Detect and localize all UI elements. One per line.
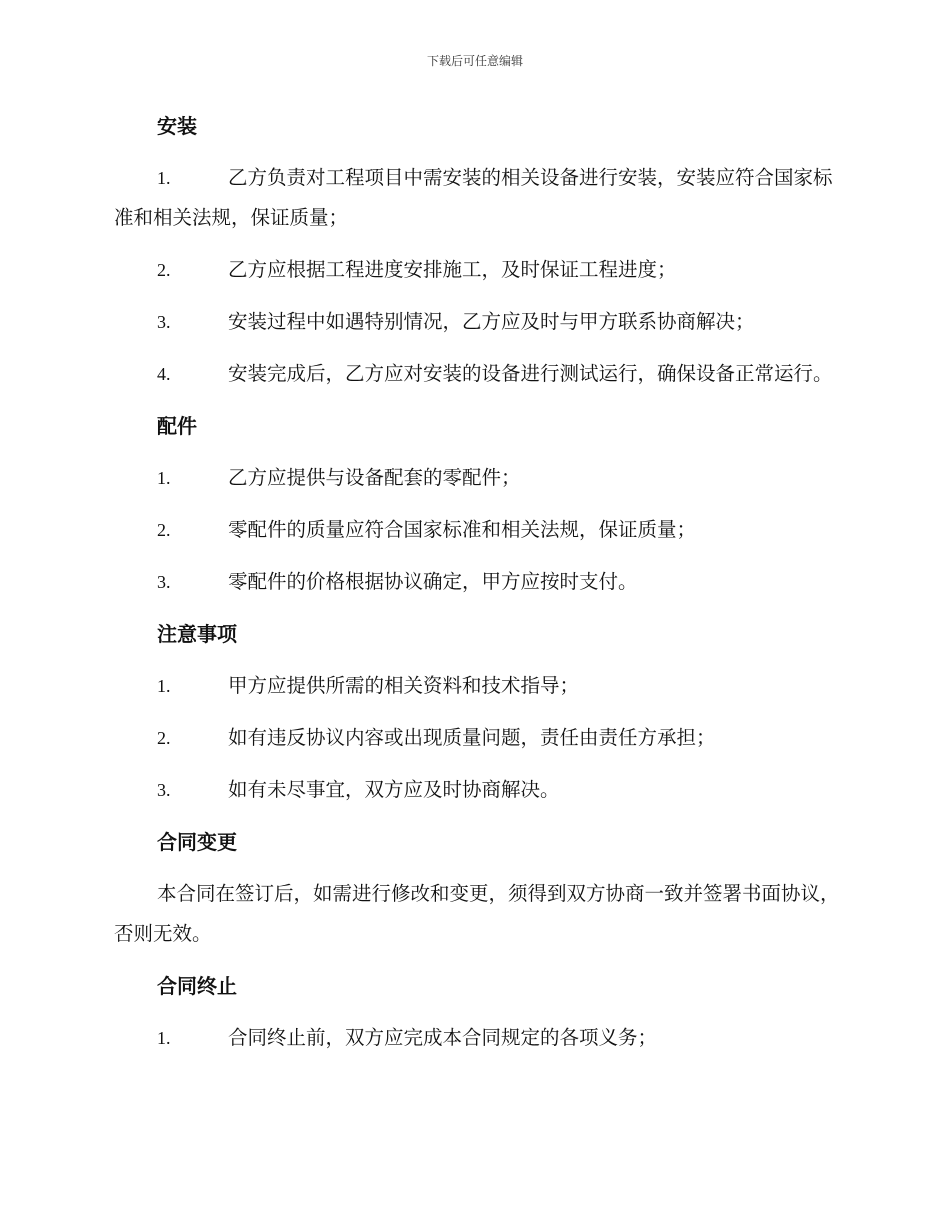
section-heading-contract-termination: 合同终止: [157, 974, 237, 998]
list-item-number: 3.: [157, 780, 171, 800]
list-item-text: 乙方负责对工程项目中需安装的相关设备进行安装，安装应符合国家标准和相关法规，保证质量；: [114, 166, 833, 229]
list-item-text: 零配件的价格根据协议确定，甲方应按时支付。: [228, 570, 638, 593]
section-paragraph: 本合同在签订后，如需进行修改和变更，须得到双方协商一致并签署书面协议，否则无效。: [114, 882, 840, 945]
list-item-text: 乙方应根据工程进度安排施工，及时保证工程进度；: [228, 258, 677, 281]
list-item-text: 如有违反协议内容或出现质量问题，责任由责任方承担；: [228, 726, 716, 749]
list-item: [114, 354, 844, 394]
list-item-text: 合同终止前，双方应完成本合同规定的各项义务；: [228, 1026, 658, 1049]
list-item: [114, 250, 844, 290]
list-item-text: 安装过程中如遇特别情况，乙方应及时与甲方联系协商解决；: [228, 310, 755, 333]
list-item-number: 3.: [157, 572, 171, 592]
list-item-text: 如有未尽事宜，双方应及时协商解决。: [228, 778, 560, 801]
section-heading-notes: 注意事项: [157, 622, 237, 646]
list-item: [114, 510, 844, 550]
list-item-text: 甲方应提供所需的相关资料和技术指导；: [228, 674, 580, 697]
list-item: [114, 1018, 844, 1058]
page-header: 下载后可任意编辑: [426, 54, 523, 68]
document-body: [114, 106, 844, 1070]
list-item-text: 零配件的质量应符合国家标准和相关法规，保证质量；: [228, 518, 697, 541]
list-item-number: 1.: [157, 468, 171, 488]
list-item-number: 3.: [157, 312, 171, 332]
section-heading-installation: 安装: [157, 114, 197, 138]
section-heading-contract-change: 合同变更: [157, 830, 237, 854]
list-item: [114, 718, 844, 758]
list-item-number: 4.: [157, 364, 171, 384]
list-item-number: 2.: [157, 260, 171, 280]
list-item: [114, 666, 844, 706]
list-item: [114, 458, 844, 498]
list-item-number: 1.: [157, 168, 171, 188]
list-item: [114, 562, 844, 602]
list-item-number: 1.: [157, 676, 171, 696]
list-item-text: 乙方应提供与设备配套的零配件；: [228, 466, 521, 489]
section-heading-accessories: 配件: [157, 414, 197, 438]
list-item-number: 1.: [157, 1028, 171, 1048]
list-item: [114, 770, 844, 810]
list-item-number: 2.: [157, 728, 171, 748]
list-item: [114, 158, 844, 238]
list-item-number: 2.: [157, 520, 171, 540]
list-item-text: 安装完成后，乙方应对安装的设备进行测试运行，确保设备正常运行。: [228, 362, 833, 385]
list-item: [114, 302, 844, 342]
